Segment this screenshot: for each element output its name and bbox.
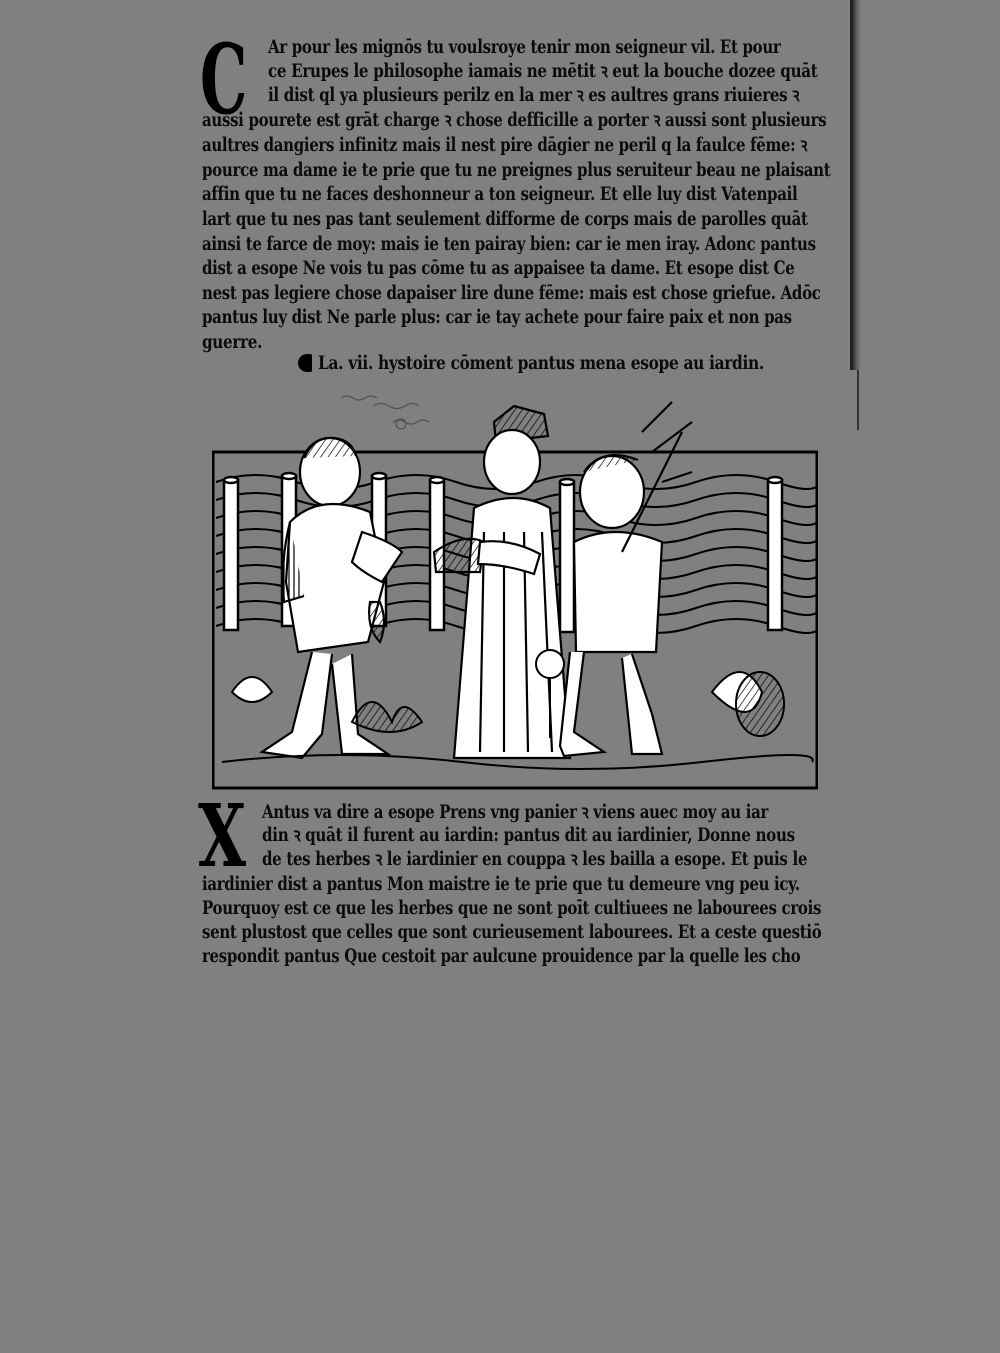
text-line: respondit pantus Que cestoit par aulcune prouidence par la quelle les cho xyxy=(202,945,801,967)
text-line: pantus luy dist Ne parle plus: car ie tay achete pour faire paix et non pas xyxy=(202,306,792,328)
chapter-caption: La. vii. hystoire cōment pantus mena esope au iardin. xyxy=(318,352,764,374)
text-line: Pourquoy est ce que les herbes que ne sont poīt cultiuees ne labourees crois xyxy=(202,897,822,919)
page-edge-shadow xyxy=(850,0,860,370)
text-line: ce Erupes le philosophe iamais ne mētit ꝛ eut la bouche dozee quāt xyxy=(268,60,818,82)
pilcrow-mark-icon xyxy=(298,354,312,372)
woodcut-illustration xyxy=(212,392,818,790)
text-line: sent plustost que celles que sont curieusement labourees. Et a ceste questiō xyxy=(202,921,822,943)
text-line: aussi pourete est grāt charge ꝛ chose defficille a porter ꝛ aussi sont plusieurs xyxy=(202,109,827,131)
text-line: pource ma dame ie te prie que tu ne preignes plus seruiteur beau ne plaisant xyxy=(202,159,831,181)
text-line: lart que tu nes pas tant seulement difforme de corps mais de parolles quāt xyxy=(202,208,808,230)
drop-cap-c: C xyxy=(200,23,248,136)
text-line: aultres dangiers infinitz mais il nest pire dāgier ne peril q la faulce fēme: ꝛ xyxy=(202,134,808,156)
text-line: din ꝛ quāt il furent au iardin: pantus dit au iardinier, Donne nous xyxy=(262,824,795,846)
text-line: Ar pour les mignōs tu voulsroye tenir mon seigneur vil. Et pour xyxy=(268,36,781,58)
page-edge-line xyxy=(857,370,859,430)
text-line: affin que tu ne faces deshonneur a ton seigneur. Et elle luy dist Vatenpail xyxy=(202,183,798,205)
drop-cap-x: X xyxy=(198,786,247,887)
text-line: dist a esope Ne vois tu pas cōme tu as appaisee ta dame. Et esope dist Ce xyxy=(202,257,795,279)
text-line: Antus va dire a esope Prens vng panier ꝛ viens auec moy au iar xyxy=(262,801,769,823)
text-line: ainsi te farce de moy: mais ie ten pairay bien: car ie men iray. Adonc pantus xyxy=(202,233,816,255)
text-line: nest pas legiere chose dapaiser lire dune fēme: mais est chose griefue. Adōc xyxy=(202,282,821,304)
text-line: guerre. xyxy=(202,331,263,353)
text-line: iardinier dist a pantus Mon maistre ie te prie que tu demeure vng peu icy. xyxy=(202,873,800,895)
text-line: de tes herbes ꝛ le iardinier en couppa ꝛ les bailla a esope. Et puis le xyxy=(262,848,808,870)
text-line: il dist ql ya plusieurs perilz en la mer ꝛ es aultres grans riuieres ꝛ xyxy=(268,84,800,106)
